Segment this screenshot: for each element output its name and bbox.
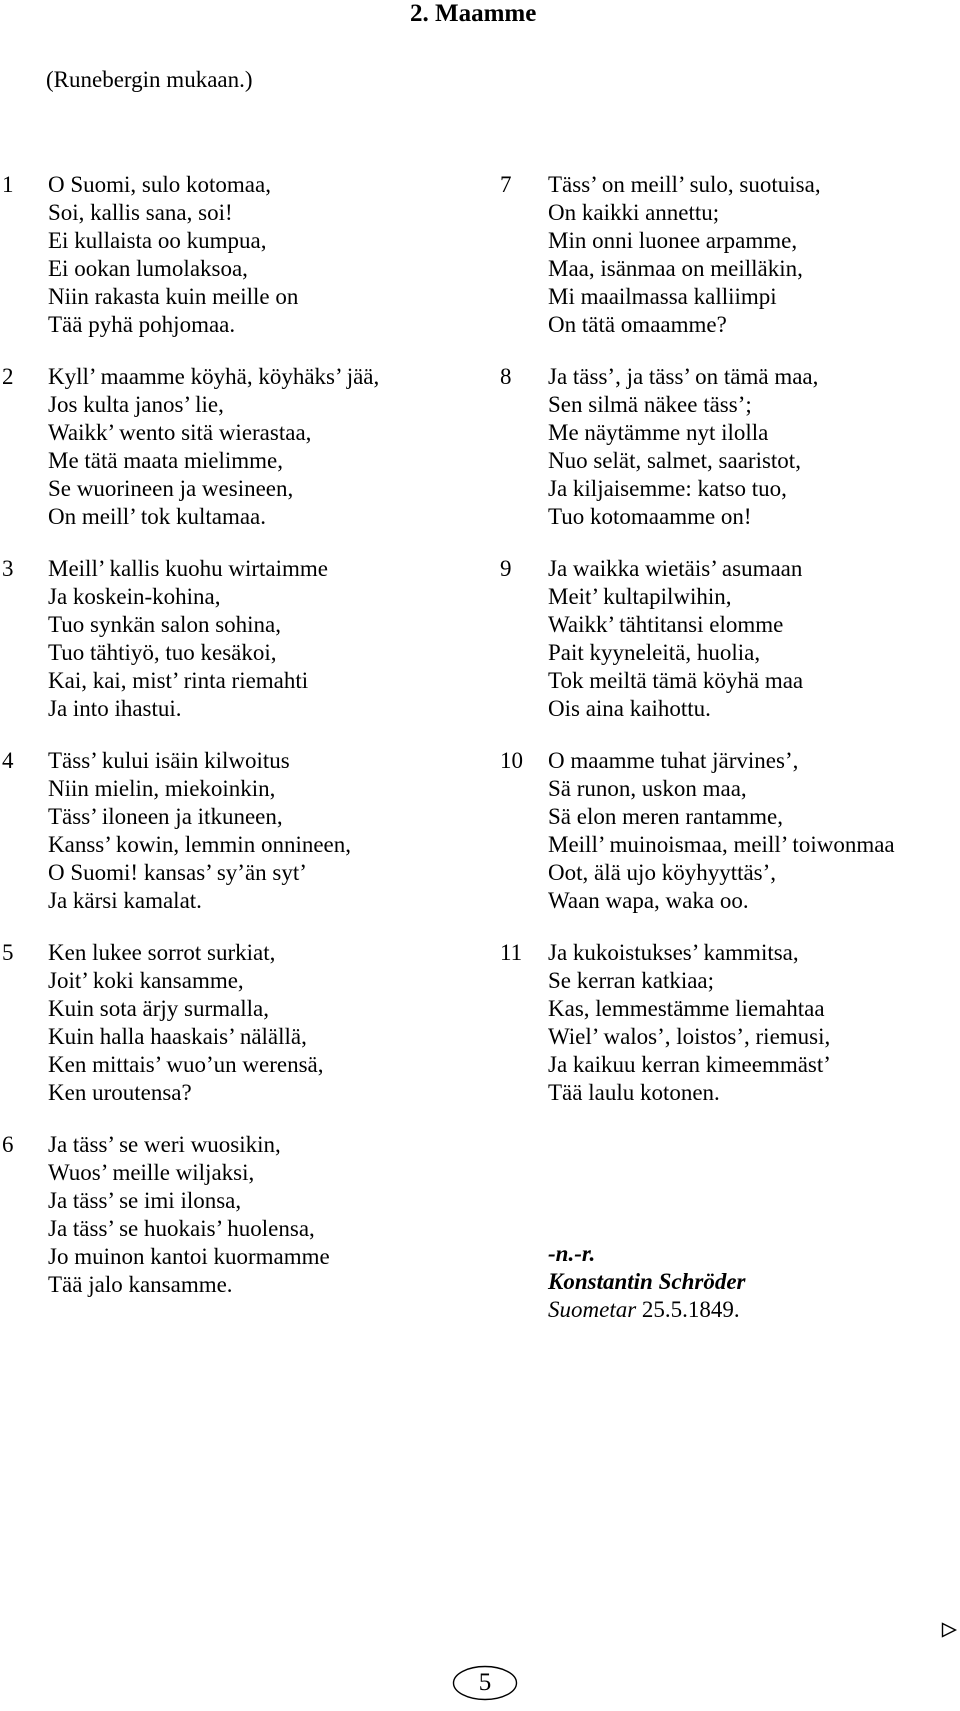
verse-line: Tuo tähtiyö, tuo kesäkoi,	[48, 640, 277, 665]
stanza-number: 4	[2, 748, 14, 773]
verse-line: Kas, lemmestämme liemahtaa	[548, 996, 825, 1021]
stanza-number: 1	[2, 172, 14, 197]
verse-line: Ois aina kaihottu.	[548, 696, 711, 721]
stanza	[500, 747, 955, 939]
verse-line: Wuos’ meille wiljaksi,	[48, 1160, 255, 1185]
verse-line: On tätä omaamme?	[548, 312, 727, 337]
stanza-number: 9	[500, 556, 512, 581]
stanza-number: 3	[2, 556, 14, 581]
verse-line: Ja kiljaisemme: katso tuo,	[548, 476, 787, 501]
verse-line: Täss’ iloneen ja itkuneen,	[48, 804, 283, 829]
stanza	[500, 939, 955, 1131]
verse-line: Sen silmä näkee täss’;	[548, 392, 752, 417]
verse-line: Täss’ kului isäin kilwoitus	[48, 748, 290, 773]
page-number-badge	[452, 1665, 518, 1701]
verse-line: Tää jalo kansamme.	[48, 1272, 233, 1297]
stanza-lines	[548, 555, 803, 723]
verse-line: Meill’ kallis kuohu wirtaimme	[48, 556, 328, 581]
verse-line: Täss’ on meill’ sulo, suotuisa,	[548, 172, 821, 197]
verse-line: Joit’ koki kansamme,	[48, 968, 244, 993]
source-publication: Suometar	[548, 1297, 637, 1322]
verse-line: O Suomi, sulo kotomaa,	[48, 172, 271, 197]
verse-line: On meill’ tok kultamaa.	[48, 504, 267, 529]
stanza-lines	[548, 363, 818, 531]
verse-line: Ja täss’, ja täss’ on tämä maa,	[548, 364, 819, 389]
stanza-number: 6	[2, 1132, 14, 1157]
signature-block	[548, 1240, 746, 1324]
verse-line: Ja kaikuu kerran kimeemmäst’	[548, 1052, 831, 1077]
stanza	[500, 363, 955, 555]
stanza-lines	[48, 555, 328, 723]
stanza-lines	[548, 747, 895, 915]
verse-line: Tuo synkän salon sohina,	[48, 612, 281, 637]
verse-line: Waikk’ wento sitä wierastaa,	[48, 420, 312, 445]
stanza	[2, 1131, 442, 1323]
verse-line: Tuo kotomaamme on!	[548, 504, 752, 529]
stanza-number: 11	[500, 940, 523, 965]
stanza-number: 8	[500, 364, 512, 389]
verse-line: Tok meiltä tämä köyhä maa	[548, 668, 804, 693]
verse-line: Niin mielin, miekoinkin,	[48, 776, 276, 801]
document-subtitle: (Runebergin mukaan.)	[46, 67, 253, 92]
verse-line: Ei ookan lumolaksoa,	[48, 256, 248, 281]
verse-line: Waikk’ tähtitansi elomme	[548, 612, 784, 637]
verse-line: Ja into ihastui.	[48, 696, 182, 721]
verse-line: Ja täss’ se weri wuosikin,	[48, 1132, 281, 1157]
document-title: 2. Maamme	[410, 0, 537, 27]
verse-line: Kanss’ kowin, lemmin onnineen,	[48, 832, 351, 857]
verse-line: On kaikki annettu;	[548, 200, 720, 225]
verse-line: Ja täss’ se huokais’ huolensa,	[48, 1216, 315, 1241]
stanza-lines	[548, 171, 821, 339]
verse-line: Jos kulta janos’ lie,	[48, 392, 224, 417]
verse-line: Tää laulu kotonen.	[548, 1080, 720, 1105]
verse-line: Jo muinon kantoi kuormamme	[48, 1244, 330, 1269]
verse-line: Ei kullaista oo kumpua,	[48, 228, 267, 253]
verse-line: Mi maailmassa kalliimpi	[548, 284, 777, 309]
stanza-lines	[48, 363, 379, 531]
stanza-lines	[48, 747, 351, 915]
stanza-lines	[48, 939, 324, 1107]
verse-line: Me näytämme nyt ilolla	[548, 420, 769, 445]
stanza-lines	[48, 171, 298, 339]
stanza	[2, 363, 442, 555]
verse-line: Se kerran katkiaa;	[548, 968, 715, 993]
verse-line: Soi, kallis sana, soi!	[48, 200, 233, 225]
verse-line: Kuin sota ärjy surmalla,	[48, 996, 270, 1021]
verse-line: Tää pyhä pohjomaa.	[48, 312, 236, 337]
source-date: 25.5.1849.	[636, 1297, 740, 1322]
page-number: 5	[478, 1669, 492, 1696]
left-column	[2, 171, 442, 1323]
verse-line: Kai, kai, mist’ rinta riemahti	[48, 668, 309, 693]
stanza-lines	[48, 1131, 330, 1299]
verse-line: Ja kukoistukses’ kammitsa,	[548, 940, 799, 965]
verse-line: Meit’ kultapilwihin,	[548, 584, 732, 609]
verse-line: Waan wapa, waka oo.	[548, 888, 749, 913]
verse-line: Sä runon, uskon maa,	[548, 776, 747, 801]
verse-line: Oot, älä ujo köyhyyttäs’,	[548, 860, 777, 885]
verse-line: Niin rakasta kuin meille on	[48, 284, 299, 309]
stanza	[500, 171, 955, 363]
right-column	[500, 171, 955, 1131]
verse-line: Ja kärsi kamalat.	[48, 888, 202, 913]
stanza	[2, 171, 442, 363]
verse-line: Pait kyyneleitä, huolia,	[548, 640, 761, 665]
author-name: Konstantin Schröder	[548, 1269, 746, 1294]
verse-line: Maa, isänmaa on meilläkin,	[548, 256, 803, 281]
verse-line: Min onni luonee arpamme,	[548, 228, 798, 253]
stanza	[2, 939, 442, 1131]
stanza-number: 10	[500, 748, 523, 773]
verse-line: Me tätä maata mielimme,	[48, 448, 284, 473]
verse-line: Kyll’ maamme köyhä, köyhäks’ jää,	[48, 364, 380, 389]
verse-line: Ja täss’ se imi ilonsa,	[48, 1188, 242, 1213]
verse-line: Ja koskein-kohina,	[48, 584, 221, 609]
stanza-number: 2	[2, 364, 14, 389]
verse-line: Ken lukee sorrot surkiat,	[48, 940, 276, 965]
stanza	[2, 555, 442, 747]
verse-line: Ja waikka wietäis’ asumaan	[548, 556, 803, 581]
stanza-lines	[548, 939, 831, 1107]
verse-line: O Suomi! kansas’ sy’än syt’	[48, 860, 307, 885]
verse-line: Nuo selät, salmet, saaristot,	[548, 448, 801, 473]
verse-line: Se wuorineen ja wesineen,	[48, 476, 294, 501]
verse-line: Wiel’ walos’, loistos’, riemusi,	[548, 1024, 831, 1049]
verse-line: Ken uroutensa?	[48, 1080, 192, 1105]
stanza-number: 5	[2, 940, 14, 965]
verse-line: Sä elon meren rantamme,	[548, 804, 784, 829]
verse-line: Ken mittais’ wuo’un werensä,	[48, 1052, 324, 1077]
author-initials: -n.-r.	[548, 1241, 596, 1266]
stanza	[500, 555, 955, 747]
verse-line: Meill’ muinoismaa, meill’ toiwonmaa	[548, 832, 895, 857]
stanza	[2, 747, 442, 939]
verse-line: O maamme tuhat järvines’,	[548, 748, 799, 773]
stanza-number: 7	[500, 172, 512, 197]
verse-line: Kuin halla haaskais’ nälällä,	[48, 1024, 307, 1049]
source-citation	[548, 1296, 746, 1324]
